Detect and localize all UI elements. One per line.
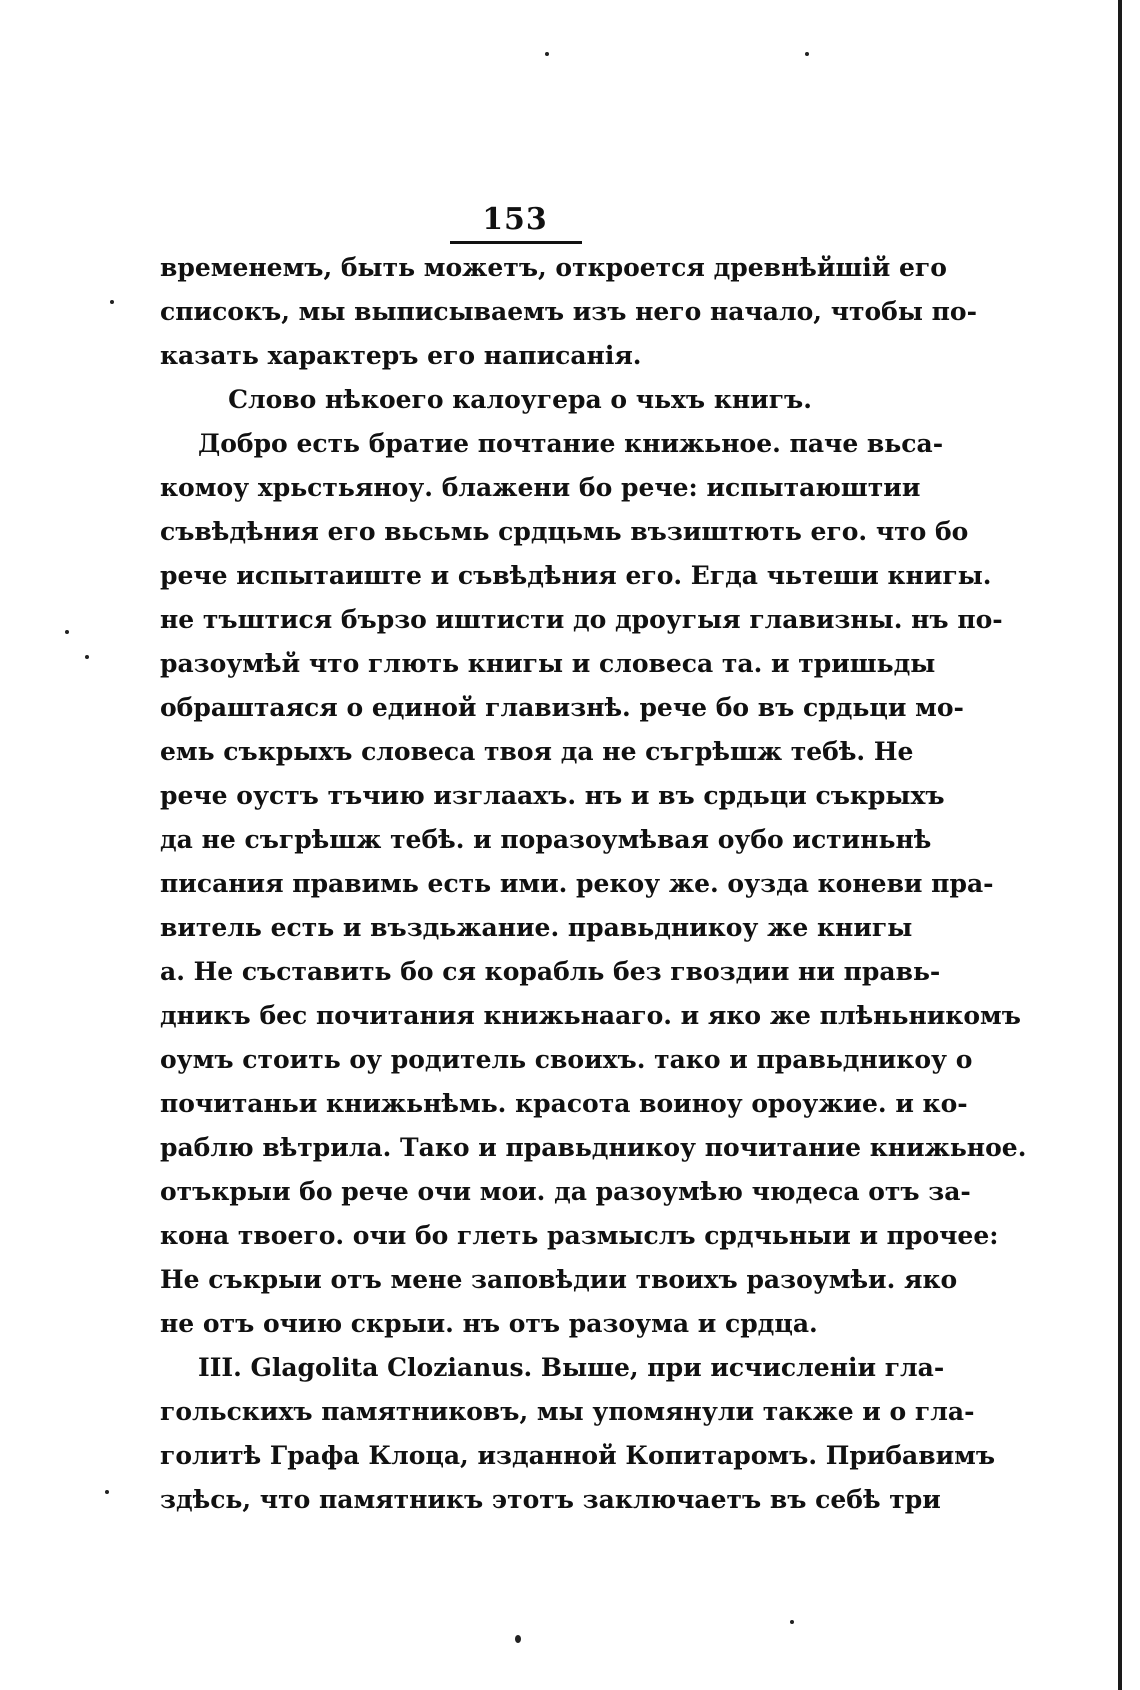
text-line: обраштаяся о единой главизнѣ. рече бо въ срдьци мо- [160,693,964,722]
text-line: казать характеръ его написанія. [160,341,642,370]
text-line: дникъ бес почитания книжьнааго. и яко же плѣньникомъ [160,1001,1021,1030]
text-line: списокъ, мы выписываемъ изъ него начало, чтобы по- [160,297,977,326]
text-line: гольскихъ памятниковъ, мы упомянули также и о гла- [160,1397,975,1426]
text-line: голитѣ Графа Клоца, изданной Копитаромъ. Прибавимъ [160,1441,996,1470]
text-line: писания правимь есть ими. рекоу же. оузда коневи пра- [160,869,994,898]
page-edge-line [1118,0,1122,1690]
scan-speck [545,52,549,56]
text-line: Добро есть братие почтание книжьное. паче вьса- [198,429,944,458]
text-line: не тъштися бързо иштисти до дроугыя главизны. нъ по- [160,605,1003,634]
text-line: комоу хрьстьяноу. блажени бо рече: испытаюштии [160,473,921,502]
text-line: емь съкрыхъ словеса твоя да не съгрѣшж тебѣ. Не [160,737,914,766]
text-line: почитаньи книжьнѣмь. красота воиноу ороужие. и ко- [160,1089,968,1118]
scan-speck [65,630,69,634]
page-number: 153 [482,202,548,237]
text-line: не отъ очию скрыи. нъ отъ разоума и срдца. [160,1309,818,1338]
scan-speck [85,655,89,659]
text-line: а. Не съставить бо ся корабль без гвоздии ни правь- [160,957,941,986]
text-line: временемъ, быть можетъ, откроется древнѣйшій его [160,253,947,282]
text-line: разоумѣй что глють книгы и словеса та. и тришьды [160,649,936,678]
scan-speck [105,1490,109,1494]
text-line: III. Glagolita Clozianus. Выше, при исчисленіи гла- [198,1353,945,1382]
text-line: съвѣдѣния его вьсьмь срдцьмь възиштють его. что бо [160,517,969,546]
text-line: кона твоего. очи бо глеть размыслъ срдчьныи и прочее: [160,1221,999,1250]
scan-speck [790,1620,794,1624]
text-line: отъкрыи бо рече очи мои. да разоумѣю чюдеса отъ за- [160,1177,971,1206]
scan-speck [515,1635,521,1643]
text-line: рече испытаиште и съвѣдѣния его. Егда чьтеши книгы. [160,561,992,590]
text-line: витель есть и въздьжание. правьдникоу же книгы [160,913,913,942]
scan-speck [110,300,114,304]
text-line: здѣсь, что памятникъ этотъ заключаетъ въ себѣ три [160,1485,941,1514]
text-line: Не съкрыи отъ мене заповѣдии твоихъ разоумѣи. яко [160,1265,958,1294]
text-line: рече оустъ тъчию изглаахъ. нъ и въ срдьци съкрыхъ [160,781,945,810]
text-line: да не съгрѣшж тебѣ. и поразоумѣвая оубо истиньнѣ [160,825,932,854]
page-number-rule [450,241,582,244]
text-line: оумъ стоить оу родитель своихъ. тако и правьдникоу о [160,1045,973,1074]
scan-speck [805,52,809,56]
section-heading: Слово нѣкоего калоугера о чьхъ книгъ. [228,385,812,414]
text-line: раблю вѣтрила. Тако и правьдникоу почитание книжьное. [160,1133,1027,1162]
